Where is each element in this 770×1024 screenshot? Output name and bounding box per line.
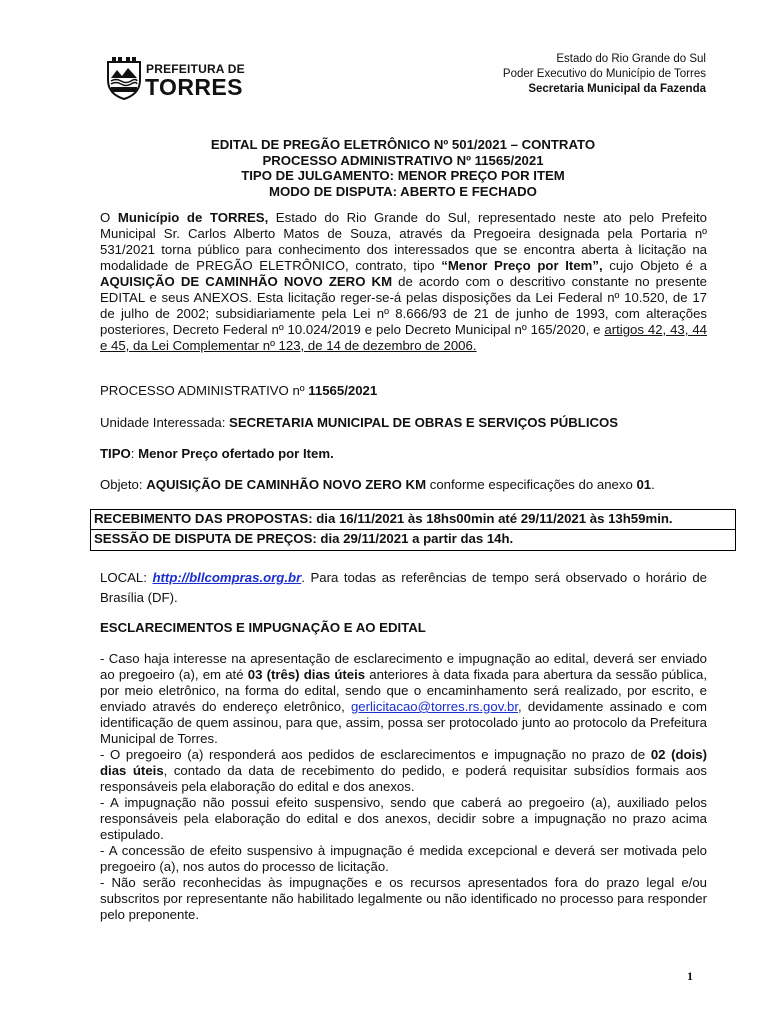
objeto-end: . bbox=[651, 477, 655, 492]
sessao-box: SESSÃO DE DISPUTA DE PREÇOS: dia 29/11/2021 a partir das 14h. bbox=[90, 530, 736, 551]
title-line-4: MODO DE DISPUTA: ABERTO E FECHADO bbox=[269, 183, 537, 199]
list-item: - A concessão de efeito suspensivo à impugnação é medida excepcional e deverá ser motivada pelo pregoeiro (a), nos autos do processo de licitação. bbox=[100, 843, 707, 874]
processo-label: PROCESSO ADMINISTRATIVO nº bbox=[100, 383, 309, 398]
unidade-value: SECRETARIA MUNICIPAL DE OBRAS E SERVIÇOS PÚBLICOS bbox=[229, 415, 619, 430]
list-item-text: - O pregoeiro (a) responderá aos pedidos de esclarecimentos e impugnação no prazo de bbox=[100, 747, 651, 762]
tipo-value: Menor Preço ofertado por Item. bbox=[138, 446, 334, 461]
edital-title bbox=[100, 137, 706, 199]
objeto-value: AQUISIÇÃO DE CAMINHÃO NOVO ZERO KM bbox=[146, 477, 427, 492]
list-item-deadline: 03 (três) dias úteis bbox=[247, 667, 366, 682]
intro-objeto: AQUISIÇÃO DE CAMINHÃO NOVO ZERO KM bbox=[100, 274, 393, 289]
objeto-label: Objeto: bbox=[100, 477, 147, 492]
list-item-text: , contado da data de recebimento do pedido, e poderá requisitar subsídios formais aos responsáveis pela elaboração do edital e dos anexos. bbox=[100, 763, 707, 794]
tipo-label: TIPO bbox=[100, 446, 131, 461]
intro-lei-complementar: artigos 42, 43, 44 e 45, da Lei Complementar nº 123, de 14 de dezembro de 2006. bbox=[100, 322, 707, 353]
list-item-text: , devidamente assinado e com identificação de quem assinou, para que, assim, possa ser protocolado junto ao protocolo da Prefeitura Municipal de Torres. bbox=[100, 699, 708, 746]
page-number: 1 bbox=[687, 969, 693, 983]
local-text: . Para todas as referências de tempo será observado o horário de Brasília (DF). bbox=[100, 570, 708, 605]
objeto-line bbox=[100, 477, 707, 493]
title-line-2: PROCESSO ADMINISTRATIVO Nº 11565/2021 bbox=[262, 152, 544, 168]
objeto-text: conforme especificações do anexo bbox=[426, 477, 637, 492]
logo-prefeitura-text: PREFEITURA DE bbox=[146, 62, 245, 76]
intro-paragraph bbox=[100, 210, 707, 354]
intro-tipo: “Menor Preço por Item”, bbox=[441, 258, 603, 273]
local-paragraph bbox=[100, 568, 707, 608]
title-line-3: TIPO DE JULGAMENTO: MENOR PREÇO POR ITEM bbox=[241, 168, 565, 183]
intro-municipio: Município de TORRES, bbox=[117, 210, 269, 225]
header-executive: Poder Executivo do Município de Torres bbox=[502, 68, 706, 80]
list-item-deadline: 02 (dois) dias úteis bbox=[100, 747, 707, 778]
list-item-text: - Caso haja interesse na apresentação de esclarecimento e impugnação ao edital, deverá ser enviado ao pregoeiro (a), em até bbox=[100, 651, 707, 682]
header-institution bbox=[503, 52, 706, 97]
tipo-line bbox=[100, 446, 707, 462]
intro-text: de acordo com o descritivo constante no presente EDITAL e seus ANEXOS. Esta licitação reger-se-á pelas disposições da Lei Federal nº 10.520, de 17 de julho de 2002; subsidiariamente pela Lei nº 8.666/93 de 21 de junho de 1993, com alterações posteriores, Decreto Federal nº 10.024/2019 e pelo Decreto Municipal nº 165/2020, e bbox=[100, 274, 707, 337]
unidade-line bbox=[100, 415, 707, 431]
header-state: Estado do Rio Grande do Sul bbox=[556, 53, 706, 65]
recebimento-box: RECEBIMENTO DAS PROPOSTAS: dia 16/11/2021 às 18hs00min até 29/11/2021 às 13h59min. bbox=[90, 509, 736, 530]
list-item-text: anteriores à data fixada para abertura da sessão pública, por meio eletrônico, na forma do edital, sendo que o encaminhamento será realizado, por escrito, e enviado através do endereço eletrônico, bbox=[100, 667, 707, 714]
prefeitura-logo bbox=[106, 56, 245, 102]
processo-value: 11565/2021 bbox=[308, 383, 378, 398]
list-item: - Não serão reconhecidas às impugnações e os recursos apresentados fora do prazo legal e/ou subscritos por representante não habilitado legalmente ou não identificado no processo para responder pelo preponente. bbox=[100, 875, 707, 922]
email-link[interactable]: gerlicitacao@torres.rs.gov.br bbox=[350, 699, 518, 714]
intro-text: O bbox=[100, 210, 118, 225]
list-item: - A impugnação não possui efeito suspensivo, sendo que caberá ao pregoeiro (a), auxiliado pelos responsáveis pela elaboração do edital e dos anexos, decidir sobre a impugnação no prazo acima estipulado. bbox=[100, 795, 707, 842]
esclarecimentos-list bbox=[100, 651, 707, 923]
intro-text: cujo Objeto é a bbox=[602, 258, 707, 273]
header-secretariat: Secretaria Municipal da Fazenda bbox=[528, 83, 706, 95]
processo-line bbox=[100, 383, 707, 399]
list-item bbox=[100, 651, 707, 747]
intro-text: Estado do Rio Grande do Sul, representado neste ato pelo Prefeito Municipal Sr. Carlos Alberto Matos de Souza, através da Pregoeira designada pela Portaria nº 531/2021 torna público para conhecimento dos interessados que se encontra aberta à licitação na modalidade de PREGÃO ELETRÔNICO, contrato, tipo bbox=[100, 210, 707, 273]
torres-crest-icon bbox=[106, 56, 142, 100]
bllcompras-link[interactable]: http://bllcompras.org.br bbox=[152, 570, 302, 585]
local-label: LOCAL: bbox=[100, 570, 153, 585]
objeto-anexo: 01 bbox=[636, 477, 652, 492]
list-item bbox=[100, 747, 707, 795]
esclarecimentos-heading: ESCLARECIMENTOS E IMPUGNAÇÃO E AO EDITAL bbox=[100, 620, 426, 635]
unidade-label: Unidade Interessada: bbox=[100, 415, 230, 430]
logo-torres-text: TORRES bbox=[145, 74, 243, 100]
tipo-separator: : bbox=[130, 446, 139, 461]
title-line-1: EDITAL DE PREGÃO ELETRÔNICO Nº 501/2021 – CONTRATO bbox=[210, 137, 596, 152]
